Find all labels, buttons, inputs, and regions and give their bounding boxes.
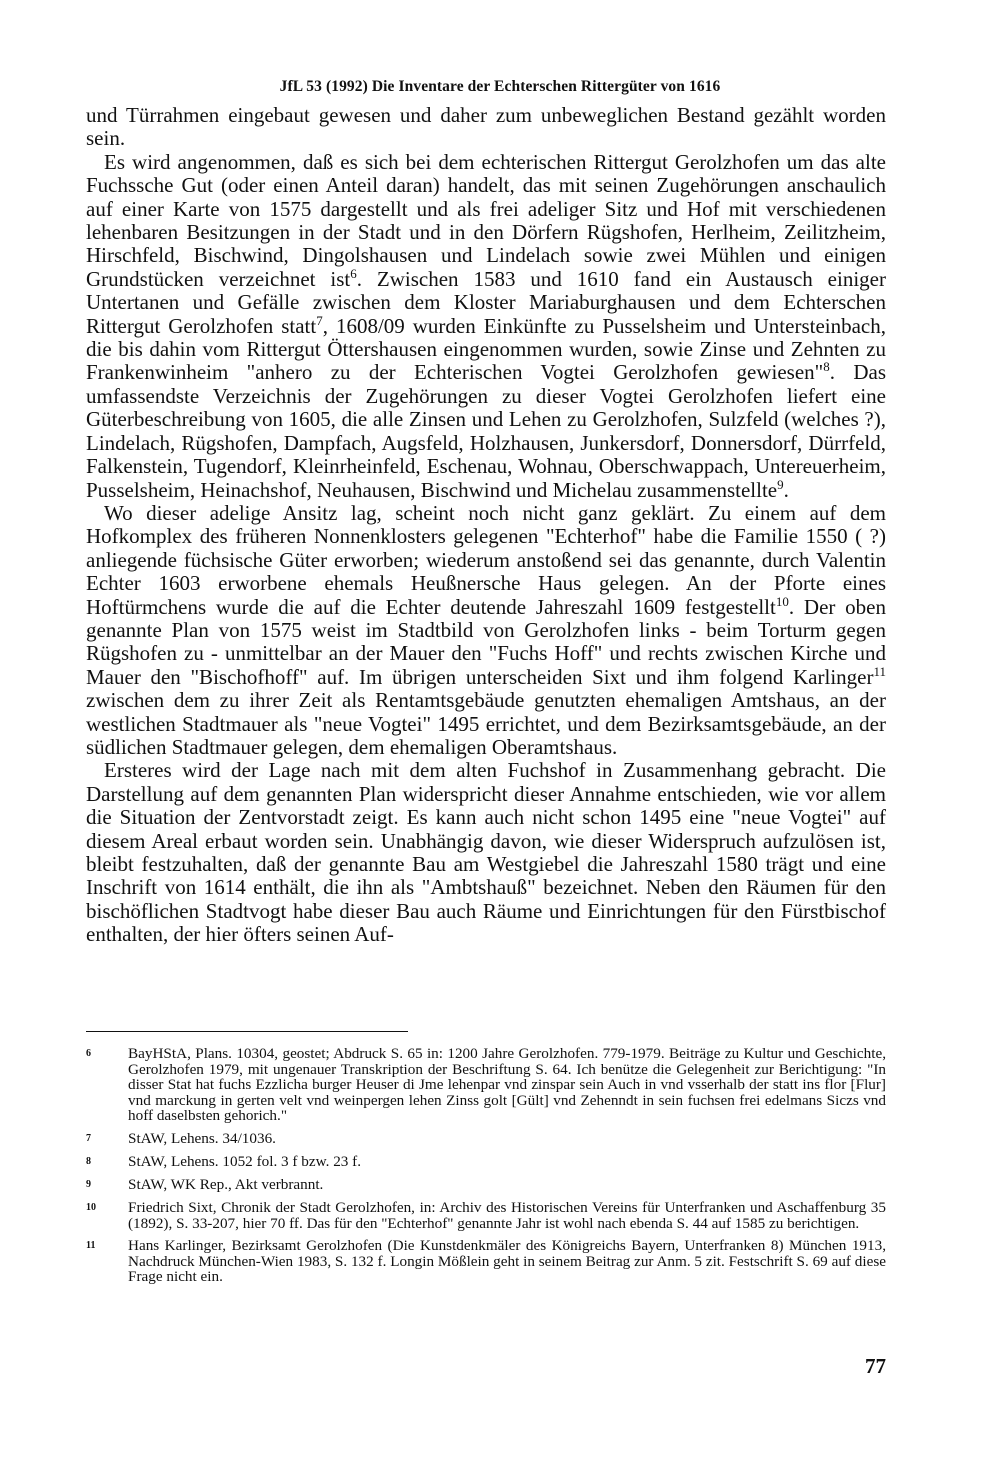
footnote-ref-11[interactable]: 11	[873, 663, 886, 679]
page-number: 77	[865, 1354, 886, 1378]
footnote-number: 7	[86, 1132, 91, 1144]
footnote-ref-6[interactable]: 6	[350, 265, 357, 281]
footnote-separator	[86, 1031, 408, 1032]
paragraph-text: . Zwischen 1583 und 1610 fand ein Austausch einiger Untertanen und Gefälle zwischen dem Kloster Mariaburghausen und dem Echterschen Rittergut Gerolzhofen statt	[86, 266, 886, 338]
footnote-number: 8	[86, 1155, 91, 1167]
footnote-number: 9	[86, 1178, 91, 1190]
footnotes	[86, 1046, 886, 1292]
paragraph-text: .	[783, 477, 789, 502]
paragraph-text: . Das umfassendste Verzeichnis der Zugehörungen zu dieser Vogtei Gerolzhofen liefert eine Güterbeschreibung von 1605, die alle Zinsen und Lehen zu Gerolzhofen, Sulzfeld (welches ?), Lindelach, Rügshofen, Dampfach, Augsfeld, Holzhausen, Junkersdorf, Donnersdorf, Dürrfeld, Falkenstein, Tugendorf, Kleinrheinfeld, Eschenau, Wohnau, Oberschwappach, Untereuerheim, Pusselsheim, Heinachshof, Neuhausen, Bischwind und Michelau zusammenstellte	[86, 360, 886, 502]
paragraph-text: Ersteres wird der Lage nach mit dem alten Fuchshof in Zusammenhang gebracht. Die Darstellung auf dem genannten Plan widerspricht dieser Annahme entschieden, wie vor allem die Situation der Zentvorstadt zeigt. Es kann auch nicht schon 1495 eine "neue Vogtei" auf diesem Areal erbaut worden sein. Unabhängig davon, wie dieser Widerspruch aufzulösen ist, bleibt festzuhalten, daß der genannte Bau am Westgiebel die Jahreszahl 1580 trägt und eine Inschrift von 1614 enthält, die ihn als "Ambtshauß" bezeichnet. Neben den Räumen für den bischöflichen Stadtvogt habe dieser Bau auch Räume und Einrichtungen für den Fürstbischof enthalten, der hier öfters seinen Auf-	[86, 758, 886, 947]
footnote-9	[86, 1177, 886, 1193]
footnote-number: 6	[86, 1048, 91, 1059]
footnote-number: 10	[86, 1201, 96, 1213]
footnote-ref-9[interactable]: 9	[777, 476, 784, 492]
paragraph-text: . Der oben genannte Plan von 1575 weist im Stadtbild von Gerolzhofen links - beim Torturm gegen Rügshofen zu - unmittelbar an der Mauer den "Fuchs Hoff" und rechts zwischen Kirche und Mauer den "Bischofhoff" auf. Im übrigen unterscheiden Sixt und ihm folgend Karlinger	[86, 594, 886, 689]
paragraph-text: und Türrahmen eingebaut gewesen und daher zum unbeweglichen Bestand gezählt worden sein.	[86, 103, 886, 151]
paragraph-text: Es wird angenommen, daß es sich bei dem echterischen Rittergut Gerolzhofen um das alte Fuchssche Gut (oder einen Anteil daran) handelt, das mit seinen Zugehörungen anschaulich auf einer Karte von 1575 dargestellt und als frei adeliger Sitz und Hof mit verschiedenen lehenbaren Besitzungen in der Stadt und in den Dörfern Rügshofen, Herlheim, Zeilitzheim, Hirschfeld, Bischwind, Dingolshausen und Lindelach sowie zwei Mühlen und einigen Grundstücken verzeichnet ist	[86, 149, 886, 291]
footnote-text: Friedrich Sixt, Chronik der Stadt Gerolzhofen, in: Archiv des Historischen Vereins für Unterfranken und Aschaffenburg 35 (1892), S. 33-207, hier 70 ff. Das für den "Echterhof" genannte Jahr ist wohl nach ebenda S. 44 auf 1585 zu berichtigen.	[128, 1198, 886, 1232]
footnote-8	[86, 1154, 886, 1170]
footnote-text: BayHStA, Plans. 10304, geostet; Abdruck S. 65 in: 1200 Jahre Gerolzhofen. 779-1979. Beiträge zu Kultur und Geschichte, Gerolzhofen 1979, mit ungenauer Transkription der Beschriftung S. 64. Ich benütze die Gelegenheit zur Berichtigung: "In disser Stat hat fuchs Ezzlicha burger Heuser di Jme lehenpar vnd zinspar sein Auch in vnd vsserhalb der statt ins flor [Flur] vnd marckung in gerten velt vnd weinpergen lehen Zinss golt [Gült] vnd Zehenndt in sein fuchsen frei edelmans Siczs vnd hoff daselbsten gehorich."	[128, 1045, 886, 1125]
footnote-10	[86, 1200, 886, 1231]
footnote-text: Hans Karlinger, Bezirksamt Gerolzhofen (Die Kunstdenkmäler des Königreichs Bayern, Unterfranken 8) München 1913, Nachdruck München-Wien 1983, S. 132 f. Longin Mößlein geht in seinem Beitrag zur Anm. 5 zit. Festschrift S. 69 auf diese Frage nicht ein.	[128, 1237, 886, 1286]
footnote-ref-8[interactable]: 8	[823, 359, 830, 375]
footnote-text: StAW, WK Rep., Akt verbrannt.	[128, 1175, 324, 1193]
paragraph-1	[86, 104, 886, 151]
footnote-ref-7[interactable]: 7	[316, 312, 323, 328]
paragraph-text: zwischen dem zu ihrer Zeit als Rentamtsgebäude genutzten ehemaligen Amtshaus, an der westlichen Stadtmauer als "neue Vogtei" 1495 errichtet, und dem Bezirksamtsgebäude, an der südlichen Stadtmauer gelegen, dem ehemaligen Oberamtshaus.	[86, 688, 886, 759]
footnote-number: 11	[86, 1240, 96, 1252]
footnote-7	[86, 1131, 886, 1147]
footnote-6	[86, 1046, 886, 1124]
paragraph-4	[86, 759, 886, 946]
footnote-11	[86, 1238, 886, 1285]
main-text	[86, 104, 886, 947]
footnote-text: StAW, Lehens. 1052 fol. 3 f bzw. 23 f.	[128, 1152, 362, 1170]
footnote-text: StAW, Lehens. 34/1036.	[128, 1129, 276, 1147]
paragraph-text: Wo dieser adelige Ansitz lag, scheint noch nicht ganz geklärt. Zu einem auf dem Hofkomplex des früheren Nonnenklosters gelegenen "Echterhof" habe die Familie 1550 ( ?) anliegende füchsische Güter erworben; wiederum anstoßend sei das genannte, durch Valentin Echter 1603 erworbene ehemals Heußnersche Haus gelegen. An der Pforte eines Hoftürmchens wurde die auf die Echter deutende Jahreszahl 1609 festgestellt	[86, 500, 886, 619]
footnote-ref-10[interactable]: 10	[775, 593, 789, 609]
paragraph-2	[86, 151, 886, 502]
paragraph-3	[86, 502, 886, 759]
paragraph-text: , 1608/09 wurden Einkünfte zu Pusselsheim und Untersteinbach, die bis dahin vom Rittergut Öttershausen eingenommen wurden, sowie Zinse und Zehnten zu Frankenwinheim "anhero zu der Echterischen Vogtei Gerolzhofen gewiesen"	[86, 313, 886, 385]
running-head: JfL 53 (1992) Die Inventare der Echterschen Rittergüter von 1616	[279, 78, 721, 95]
